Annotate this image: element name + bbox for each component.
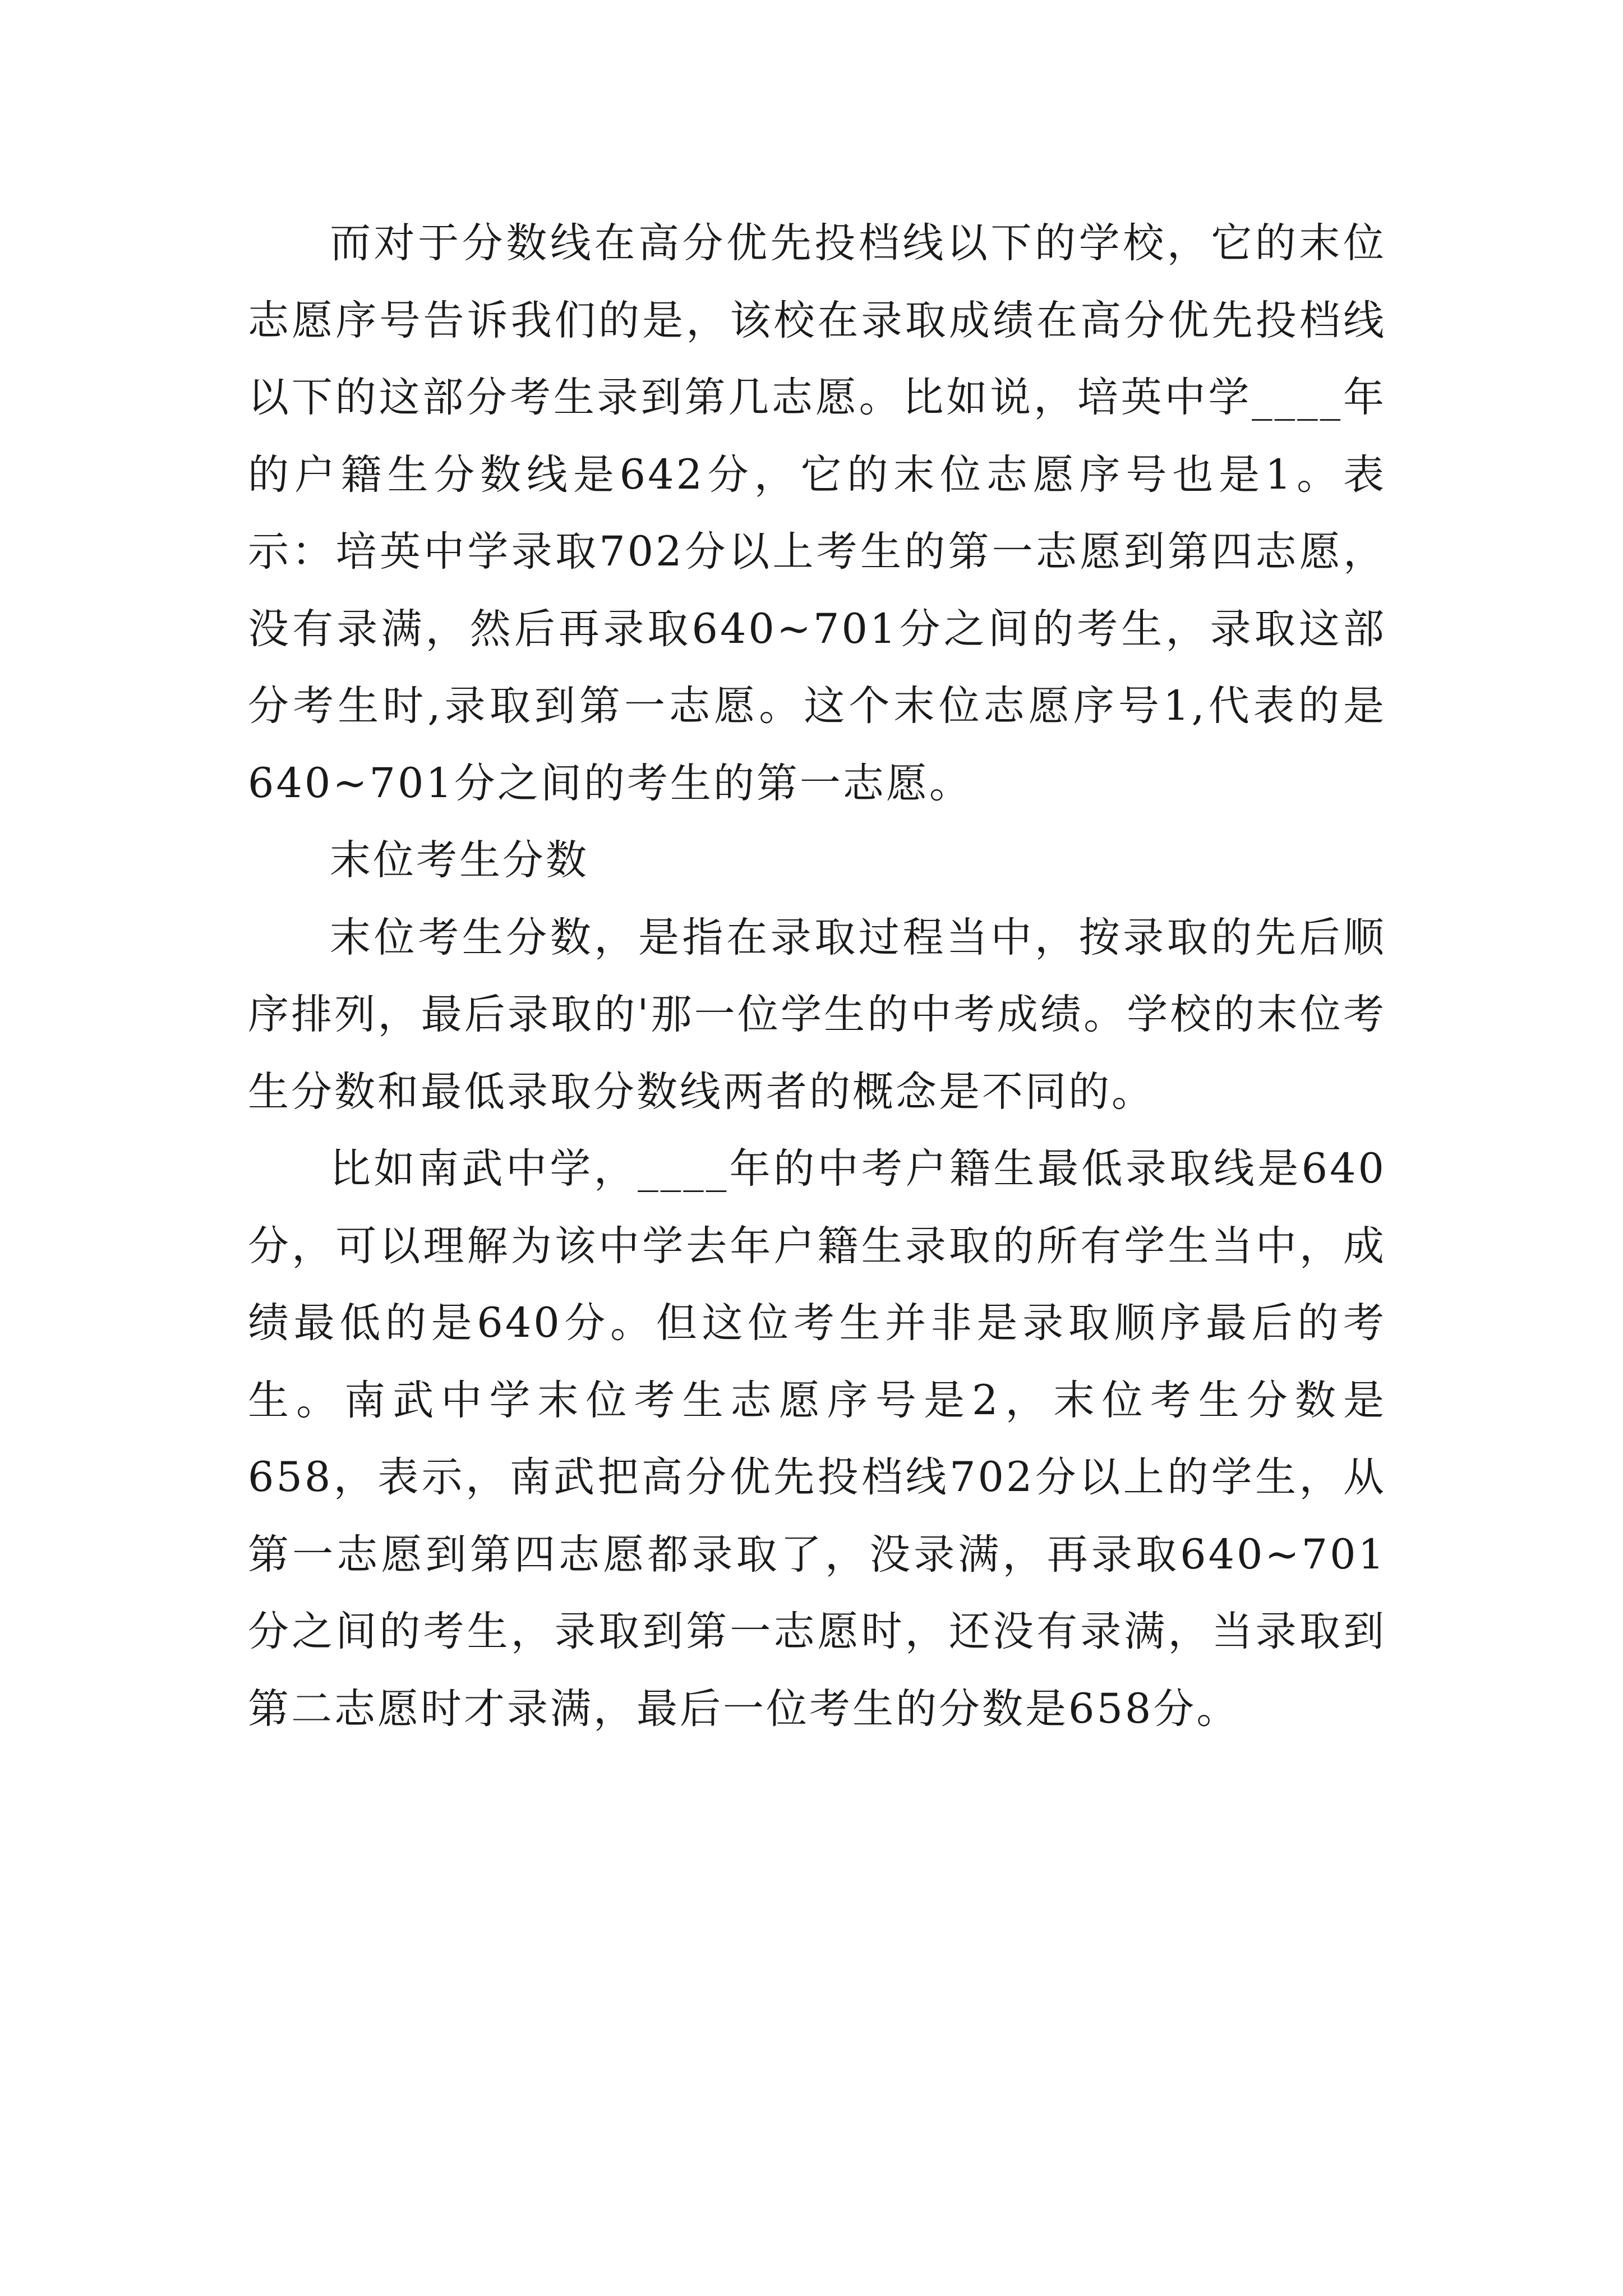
paragraph-cutoff-explanation: 而对于分数线在高分优先投档线以下的学校，它的末位志愿序号告诉我们的是，该校在录取成绩在高分优先投档线以下的这部分考生录到第几志愿。比如说，培英中学____年的户籍生分数线是642分，它的末位志愿序号也是1。表示：培英中学录取702分以上考生的第一志愿到第四志愿，没有录满，然后再录取640~701分之间的考生，录取这部分考生时,录取到第一志愿。这个末位志愿序号1,代表的是640~701分之间的考生的第一志愿。 <box>248 219 1386 807</box>
paragraph-nanwu-example: 比如南武中学，____年的中考户籍生最低录取线是640分，可以理解为该中学去年户籍生录取的所有学生当中，成绩最低的是640分。但这位考生并非是录取顺序最后的考生。南武中学末位考生志愿序号是2，末位考生分数是658，表示，南武把高分优先投档线702分以上的学生，从第一志愿到第四志愿都录取了，没录满，再录取640~701分之间的考生，录取到第一志愿时，还没有录满，当录取到第二志愿时才录满，最后一位考生的分数是658分。 <box>248 1145 1386 1733</box>
document-body <box>248 205 1386 1747</box>
section-heading-last-student-score: 末位考生分数 <box>330 836 589 884</box>
paragraph-last-student-definition: 末位考生分数，是指在录取过程当中，按录取的先后顺序排列，最后录取的'那一位学生的中考成绩。学校的末位考生分数和最低录取分数线两者的概念是不同的。 <box>248 913 1386 1116</box>
